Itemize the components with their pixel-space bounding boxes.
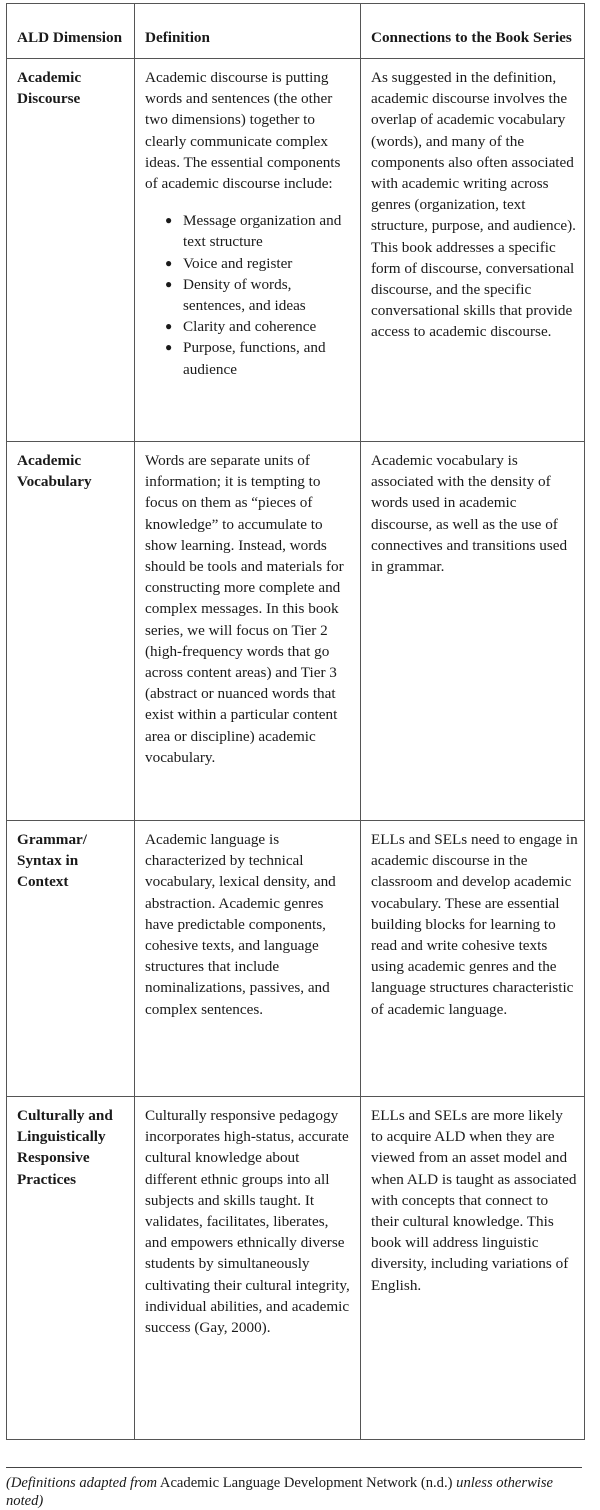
definition-cell: Culturally responsive pedagogy incorporates high-status, accurate cultural knowledge about different ethnic groups into all subjects and skills taught. It validates, facilitates, liberates, and empowers ethnically diverse students by simultaneously cultivating their cultural integrity, individual abilities, and academic success (Gay, 2000). bbox=[135, 1097, 361, 1440]
header-connections: Connections to the Book Series bbox=[361, 4, 585, 59]
list-item: ● Message organization and text structure bbox=[165, 210, 354, 252]
footnote-divider bbox=[6, 1467, 582, 1468]
list-item: ● Purpose, functions, and audience bbox=[165, 337, 354, 379]
connection-cell: As suggested in the definition, academic discourse involves the overlap of academic vocabulary (words), and many of the components also often associated with academic writing across genres (organization, text structure, purpose, and audience). This book addresses a specific form of discourse, conversational discourse, and the specific conversational skills that provide access to academic discourse. bbox=[361, 59, 585, 442]
components-list bbox=[145, 210, 354, 380]
table-row bbox=[7, 821, 585, 1097]
ald-dimensions-table bbox=[6, 3, 585, 1440]
list-item: ● Clarity and coherence bbox=[165, 316, 354, 337]
header-ald-dimension: ALD Dimension bbox=[7, 4, 135, 59]
footnote-prefix: (Definitions adapted from bbox=[6, 1475, 158, 1491]
dimension-cell: Grammar/ Syntax in Context bbox=[7, 821, 135, 1097]
connection-cell: ELLs and SELs are more likely to acquire ALD when they are viewed from an asset model and when ALD is taught as associated with concepts that connect to their cultural knowledge. This book will address linguistic diversity, including variations of English. bbox=[361, 1097, 585, 1440]
definition-text: Academic discourse is putting words and sentences (the other two dimensions) together to clearly communicate complex ideas. The essential components of academic discourse include: bbox=[145, 69, 341, 193]
list-item: ● Voice and register bbox=[165, 253, 354, 274]
definition-cell: Words are separate units of information; it is tempting to focus on them as “pieces of knowledge” to accumulate to show learning. Instead, words should be tools and materials for constructing more complete and complex messages. In this book series, we will focus on Tier 2 (high-frequency words that go across content areas) and Tier 3 (abstract or nuanced words that exist within a particular content area or discipline) academic vocabulary. bbox=[135, 442, 361, 821]
table-row bbox=[7, 59, 585, 442]
dimension-cell: Academic Vocabulary bbox=[7, 442, 135, 821]
footnote bbox=[6, 1474, 588, 1510]
connection-cell: Academic vocabulary is associated with the density of words used in academic discourse, as well as the use of connectives and transitions used in grammar. bbox=[361, 442, 585, 821]
footnote-source: Academic Language Development Network (n.d.) bbox=[159, 1475, 453, 1491]
definition-cell bbox=[135, 59, 361, 442]
table-row bbox=[7, 442, 585, 821]
footnote-suffix: unless otherwise noted) bbox=[6, 1475, 554, 1509]
dimension-cell: Academic Discourse bbox=[7, 59, 135, 442]
definition-cell: Academic language is characterized by technical vocabulary, lexical density, and abstraction. Academic genres have predictable components, cohesive texts, and language structures that include nominalizations, passives, and complex sentences. bbox=[135, 821, 361, 1097]
connection-cell: ELLs and SELs need to engage in academic discourse in the classroom and develop academic vocabulary. These are essential building blocks for learning to read and write cohesive texts using academic genres and the language structures characteristic of academic language. bbox=[361, 821, 585, 1097]
dimension-cell: Culturally and Linguistically Responsive Practices bbox=[7, 1097, 135, 1440]
header-definition: Definition bbox=[135, 4, 361, 59]
table-header-row bbox=[7, 4, 585, 59]
table-row bbox=[7, 1097, 585, 1440]
list-item: ● Density of words, sentences, and ideas bbox=[165, 274, 354, 316]
